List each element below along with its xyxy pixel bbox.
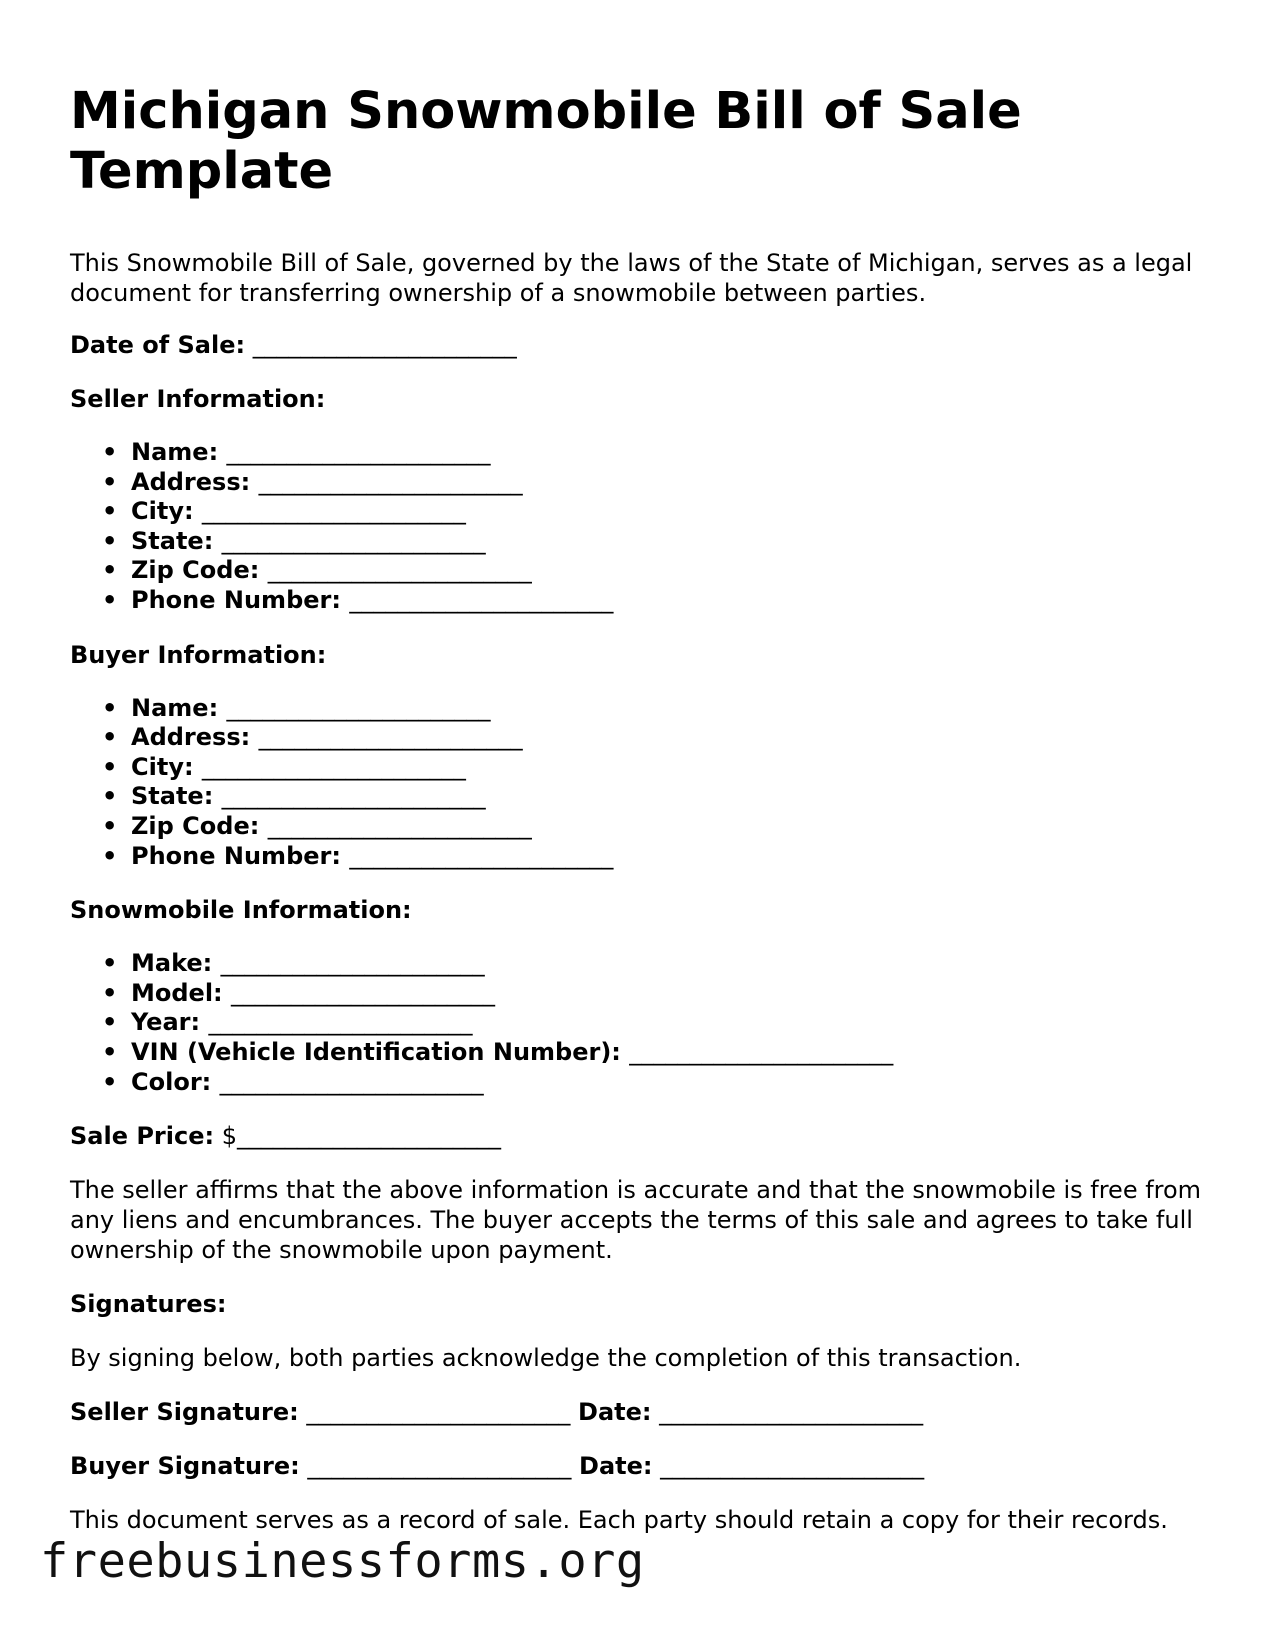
list-item xyxy=(70,527,1210,557)
list-item xyxy=(70,812,1210,842)
list-item xyxy=(70,1008,1210,1038)
list-item xyxy=(70,782,1210,812)
seller-city-blank[interactable]: ______________________ xyxy=(201,497,466,526)
buyer-name-blank[interactable]: ______________________ xyxy=(226,693,491,722)
list-item xyxy=(70,1068,1210,1098)
seller-signature-row xyxy=(70,1397,1210,1427)
seller-phone-label: Phone Number: xyxy=(131,585,341,614)
model-blank[interactable]: ______________________ xyxy=(231,978,496,1007)
buyer-state-blank[interactable]: ______________________ xyxy=(221,782,486,811)
model-label: Model: xyxy=(131,978,223,1007)
buyer-name-label: Name: xyxy=(131,693,219,722)
intro-paragraph: This Snowmobile Bill of Sale, governed by the laws of the State of Michigan, serves as a legal document for transferring ownership of a snowmobile between parties. xyxy=(70,249,1193,307)
seller-field-list xyxy=(70,438,1210,616)
seller-city-label: City: xyxy=(131,497,194,526)
buyer-date-label: Date: xyxy=(579,1452,653,1481)
buyer-zip-blank[interactable]: ______________________ xyxy=(267,811,532,840)
list-item xyxy=(70,723,1210,753)
document-title: Michigan Snowmobile Bill of Sale Template xyxy=(70,82,1022,201)
color-blank[interactable]: ______________________ xyxy=(219,1067,484,1096)
seller-name-label: Name: xyxy=(131,438,219,466)
list-item xyxy=(70,979,1210,1009)
buyer-city-blank[interactable]: ______________________ xyxy=(201,752,466,781)
seller-date-label: Date: xyxy=(578,1398,652,1427)
seller-address-blank[interactable]: ______________________ xyxy=(258,467,523,496)
list-item xyxy=(70,497,1210,527)
date-of-sale-label: Date of Sale: xyxy=(70,331,246,359)
year-label: Year: xyxy=(131,1008,201,1037)
buyer-signature-blank[interactable]: ______________________ xyxy=(307,1452,572,1481)
sale-price-blank[interactable]: $______________________ xyxy=(221,1122,502,1151)
date-of-sale-row xyxy=(70,330,1210,360)
buyer-field-list xyxy=(70,694,1210,872)
signatures-heading: Signatures: xyxy=(70,1290,227,1319)
list-item xyxy=(70,468,1210,498)
footer-note: This document serves as a record of sale. Each party should retain a copy for their records. xyxy=(70,1506,1168,1535)
list-item xyxy=(70,1038,1210,1068)
seller-address-label: Address: xyxy=(131,467,251,496)
buyer-address-blank[interactable]: ______________________ xyxy=(258,723,523,752)
vin-label: VIN (Vehicle Identification Number): xyxy=(131,1037,621,1066)
signatures-text: By signing below, both parties acknowledge the completion of this transaction. xyxy=(70,1344,1022,1373)
affirmation-paragraph: The seller affirms that the above information is accurate and that the snowmobile is free from any liens and encumbrances. The buyer accepts the terms of this sale and agrees to take full ownership of the snowmobile upon payment. xyxy=(70,1176,1202,1265)
buyer-phone-label: Phone Number: xyxy=(131,841,341,870)
seller-state-label: State: xyxy=(131,526,214,555)
list-item xyxy=(70,842,1210,872)
seller-signature-label: Seller Signature: xyxy=(70,1398,299,1427)
vin-blank[interactable]: ______________________ xyxy=(629,1037,894,1066)
buyer-state-label: State: xyxy=(131,782,214,811)
list-item xyxy=(70,556,1210,586)
buyer-city-label: City: xyxy=(131,752,194,781)
color-label: Color: xyxy=(131,1067,212,1096)
year-blank[interactable]: ______________________ xyxy=(208,1008,473,1037)
seller-date-blank[interactable]: ______________________ xyxy=(659,1398,924,1427)
seller-heading: Seller Information: xyxy=(70,385,326,413)
list-item xyxy=(70,438,1210,468)
buyer-date-blank[interactable]: ______________________ xyxy=(660,1452,925,1481)
date-of-sale-blank[interactable]: ______________________ xyxy=(252,331,517,359)
snowmobile-heading: Snowmobile Information: xyxy=(70,896,412,925)
watermark-text: freebusinessforms.org xyxy=(40,1534,645,1589)
seller-name-blank[interactable]: ______________________ xyxy=(226,438,491,466)
buyer-phone-blank[interactable]: ______________________ xyxy=(349,841,614,870)
buyer-address-label: Address: xyxy=(131,723,251,752)
buyer-heading: Buyer Information: xyxy=(70,640,327,669)
make-blank[interactable]: ______________________ xyxy=(220,949,485,978)
list-item xyxy=(70,694,1210,724)
list-item xyxy=(70,753,1210,783)
buyer-signature-label: Buyer Signature: xyxy=(70,1452,300,1481)
document-page xyxy=(70,82,1210,1535)
seller-signature-blank[interactable]: ______________________ xyxy=(306,1398,571,1427)
buyer-signature-row xyxy=(70,1451,1210,1481)
snowmobile-field-list xyxy=(70,949,1210,1097)
list-item xyxy=(70,949,1210,979)
sale-price-label: Sale Price: xyxy=(70,1122,215,1151)
sale-price-row xyxy=(70,1121,1210,1151)
make-label: Make: xyxy=(131,949,213,978)
seller-zip-blank[interactable]: ______________________ xyxy=(267,556,532,585)
seller-state-blank[interactable]: ______________________ xyxy=(221,526,486,555)
buyer-zip-label: Zip Code: xyxy=(131,811,260,840)
seller-phone-blank[interactable]: ______________________ xyxy=(349,585,614,614)
list-item xyxy=(70,586,1210,616)
seller-zip-label: Zip Code: xyxy=(131,556,260,585)
